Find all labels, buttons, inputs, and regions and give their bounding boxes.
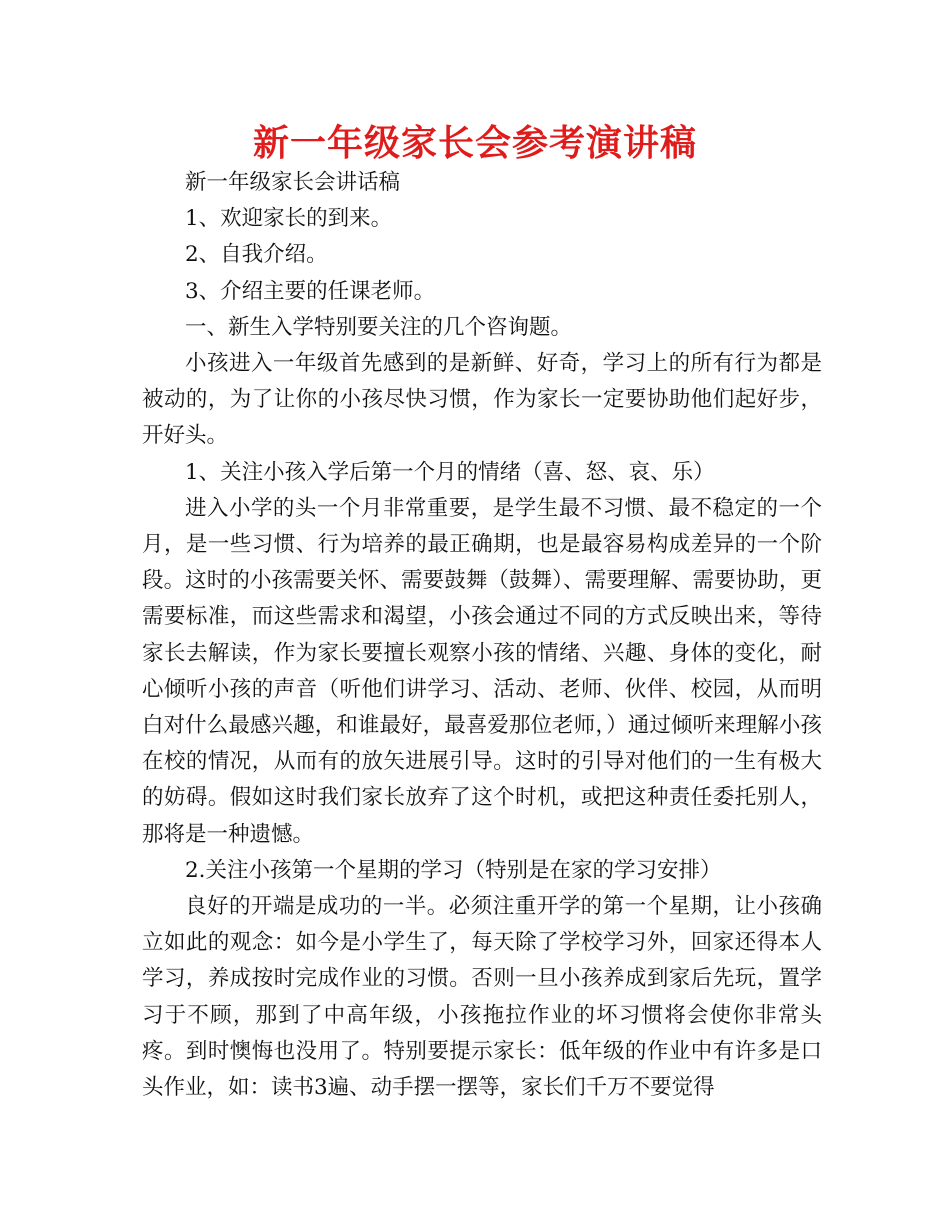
paragraph: 良好的开端是成功的一半。必须注重开学的第一个星期，让小孩确立如此的观念：如今是小学生了，每天除了学校学习外，回家还得本人学习，养成按时完成作业的习惯。否则一旦小孩养成到家后先玩，置学习于不顾，那到了中高年级，小孩拖拉作业的坏习惯将会使你非常头疼。到时懊悔也没用了。特别要提示家长：低年级的作业中有许多是口头作业，如：读书3遍、动手摆一摆等，家长们千万不要觉得 bbox=[142, 894, 822, 1101]
paragraph: 一、新生入学特别要关注的几个咨询题。 bbox=[185, 314, 573, 340]
paragraph: 1、关注小孩入学后第一个月的情绪（喜、怒、哀、乐） bbox=[185, 459, 715, 485]
paragraph: 进入小学的头一个月非常重要，是学生最不习惯、最不稳定的一个月，是一些习惯、行为培养的最正确期，也是最容易构成差异的一个阶段。这时的小孩需要关怀、需要鼓舞（鼓舞）、需要理解、需要协助，更需要标准，而这些需求和渴望，小孩会通过不同的方式反映出来，等待家长去解读，作为家长要擅长观察小孩的情绪、兴趣、身体的变化，耐心倾听小孩的声音（听他们讲学习、活动、老师、伙伴、校园，从而明白对什么最感兴趣，和谁最好，最喜爱那位老师，）通过倾听来理解小孩在校的情况，从而有的放矢进展引导。这时的引导对他们的一生有极大的妨碍。假如这时我们家长放弃了这个时机，或把这种责任委托别人，那将是一种遗憾。 bbox=[142, 495, 822, 847]
paragraph: 2.关注小孩第一个星期的学习（特别是在家的学习安排） bbox=[185, 857, 722, 883]
paragraph: 3、介绍主要的任课老师。 bbox=[185, 278, 436, 304]
paragraph: 新一年级家长会讲话稿 bbox=[185, 170, 401, 195]
document-body bbox=[142, 165, 822, 1106]
paragraph: 1、欢迎家长的到来。 bbox=[185, 206, 393, 232]
paragraph: 2、自我介绍。 bbox=[185, 242, 328, 268]
document-title: 新一年级家长会参考演讲稿 bbox=[252, 123, 697, 164]
paragraph: 小孩进入一年级首先感到的是新鲜、好奇，学习上的所有行为都是被动的，为了让你的小孩尽快习惯，作为家长一定要协助他们起好步，开好头。 bbox=[142, 351, 822, 449]
